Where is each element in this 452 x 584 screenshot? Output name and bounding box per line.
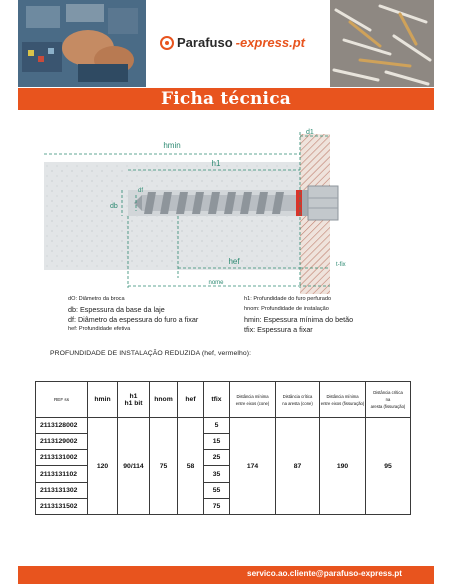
cell-tfix: 55 [204, 482, 230, 498]
header-hef: hef [178, 382, 204, 418]
page-title: Ficha técnica [161, 89, 291, 109]
header-dist-critica-fiss [366, 382, 411, 418]
label-h1: h1 [211, 159, 221, 168]
legend [62, 296, 422, 342]
header-dist-critica-fiss-line3: aresta (fissuração) [370, 404, 406, 409]
label-hef: hef [228, 257, 240, 266]
label-nome: nome [208, 280, 224, 286]
cell-ref: 2113128002 [36, 418, 88, 434]
footer-email-link[interactable]: servico.ao.cliente@parafuso-express.pt [247, 569, 402, 578]
legend-tfix: tfix: Espessura a fixar [244, 325, 313, 334]
label-d1: d1 [306, 129, 314, 136]
cell-tfix: 15 [204, 434, 230, 450]
label-df: df [138, 188, 144, 194]
header-dist-eixos-line1: Distância mínima [236, 393, 269, 399]
anchor-installation-drawing [40, 128, 404, 298]
legend-db-long: db: Espessura da base da laje [68, 305, 165, 314]
legend-h1: h1: Profundidade do furo perfurado [244, 296, 332, 302]
cell-tfix: 5 [204, 418, 230, 434]
header-dist-critica-fiss-line2: na [385, 397, 391, 402]
cell-ref: 2113131302 [36, 482, 88, 498]
header-dist-aresta [276, 382, 320, 418]
label-db: db [110, 203, 118, 210]
label-hmin: hmin [163, 141, 181, 150]
header-dist-eixos-line2: entre eixos (cone) [235, 400, 270, 406]
cell-dist-critica-fiss: 95 [366, 418, 411, 515]
header-dist-fiss-line2: entre eixos (fissuração) [320, 400, 365, 406]
cell-tfix: 35 [204, 466, 230, 482]
brand-name-secondary: -express.pt [235, 35, 306, 50]
legend-df: df: Diâmetro da espessura do furo a fixar [68, 315, 199, 324]
header-banner [18, 0, 434, 87]
cell-ref: 2113131102 [36, 466, 88, 482]
anchor-diagram [40, 128, 404, 298]
cell-dist-eixos: 174 [230, 418, 276, 515]
title-bar [18, 88, 434, 110]
cell-ref: 2113131502 [36, 498, 88, 514]
brand-name-primary: Parafuso [177, 35, 233, 50]
header-hmin: hmin [88, 382, 118, 418]
cell-tfix: 25 [204, 450, 230, 466]
tools-photo [18, 0, 146, 87]
cell-hef: 58 [178, 418, 204, 515]
cell-hmin: 120 [88, 418, 118, 515]
header-h1 [118, 382, 150, 418]
table-header-row [36, 382, 411, 418]
section-heading: PROFUNDIDADE DE INSTALAÇÃO REDUZIDA (hef, vermelho): [50, 350, 252, 357]
brand-logo [160, 35, 305, 50]
header-hnom: hnom [150, 382, 178, 418]
header-dist-critica-fiss-line1: Distância crítica [373, 390, 403, 395]
header-h1-line1: h1 [129, 392, 138, 400]
brand-mark-icon [160, 36, 174, 50]
legend-hef: hef: Profundidade efetiva [68, 326, 131, 332]
cell-ref: 2113131002 [36, 450, 88, 466]
cell-dist-aresta: 87 [276, 418, 320, 515]
spec-table [35, 381, 411, 515]
header-dist-aresta-line1: Distância crítica [282, 393, 313, 399]
cell-tfix: 75 [204, 498, 230, 514]
screws-photo [330, 0, 434, 87]
header-dist-fiss [320, 382, 366, 418]
effective-depth-marker [296, 190, 302, 216]
label-tfix: t-fix [336, 262, 346, 268]
header-ref: REF ss [36, 382, 88, 418]
table-row [36, 418, 411, 434]
legend-hnom: hnom: Profundidade de instalação [244, 306, 329, 312]
cell-hnom: 75 [150, 418, 178, 515]
screws-pile-image [330, 0, 434, 87]
header-dist-eixos [230, 382, 276, 418]
header-dist-fiss-line1: Distância mínima [326, 393, 359, 399]
footer-bar [18, 566, 434, 584]
header-dist-aresta-line2: na aresta (cone) [282, 400, 313, 406]
header-tfix: tfix [204, 382, 230, 418]
cell-ref: 2113129002 [36, 434, 88, 450]
header-h1-line2: h1 bit [124, 399, 143, 407]
hands-with-tools-image [18, 0, 146, 87]
legend-hmin: hmin: Espessura mínima do betão [244, 315, 354, 324]
legend-db-short: dO: Diâmetro da broca [68, 296, 125, 302]
cell-h1: 90/114 [118, 418, 150, 515]
cell-dist-fiss: 190 [320, 418, 366, 515]
